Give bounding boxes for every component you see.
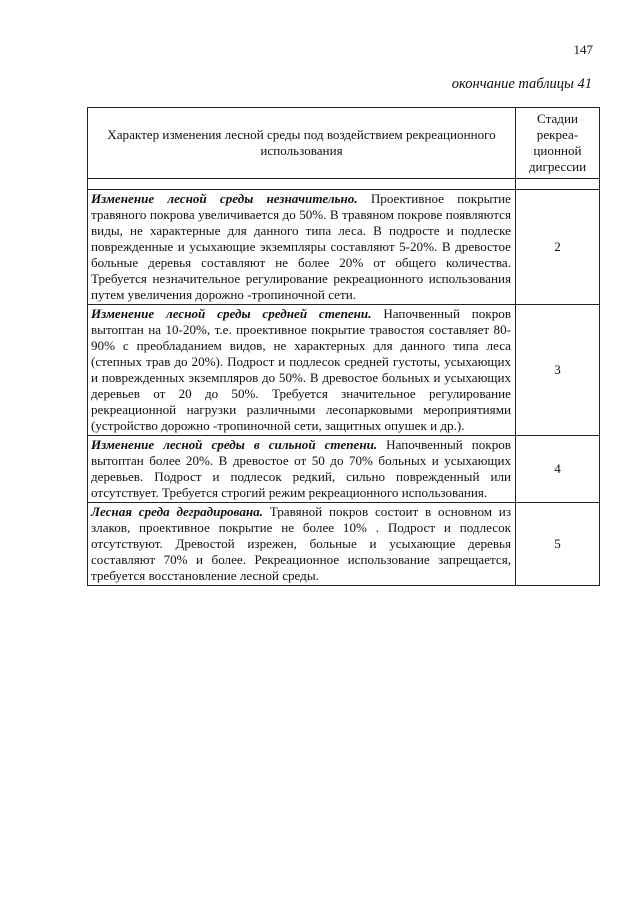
spacer-cell — [88, 179, 516, 190]
description-cell — [88, 503, 516, 586]
header-description: Характер изменения лесной среды под воздействием рекреационного использования — [88, 108, 516, 179]
description-cell — [88, 190, 516, 305]
description-cell — [88, 436, 516, 503]
row-lead: Изменение лесной среды в сильной степени. — [91, 437, 378, 452]
header-stage-line: дигрессии — [528, 159, 587, 174]
row-text: Напочвенный покров вытоптан более 20%. В древостое от 50 до 70% больных и усыхающих деревьев. Подрост и подлесок редкий, сильно поврежденный или отсутствует. Требуется строгий режим рекреационного использования. — [91, 437, 511, 500]
stage-cell: 4 — [516, 436, 600, 503]
stage-cell: 2 — [516, 190, 600, 305]
table-row — [88, 436, 600, 503]
header-stage-line: ционной — [533, 143, 582, 158]
table-row — [88, 190, 600, 305]
row-text: Проективное покрытие травяного покрова увеличивается до 50%. В травяном покрове появляются виды, не характерные для данного типа леса. В подросте и подлеске поврежденные и усыхающие экземпляры составляют 5-20%. В древостое больные деревья составляют не более 20% от общего количества. Требуется незначительное регулирование рекреационного использования путем увеличения дорожно -тропиночной сети. — [91, 191, 511, 302]
stage-cell: 5 — [516, 503, 600, 586]
row-lead: Изменение лесной среды средней степени. — [91, 306, 372, 321]
header-stage-line: Стадии — [537, 111, 578, 126]
row-text: Травяной покров состоит в основном из злаков, проективное покрытие не более 10% . Подрост и подлесок отсутствуют. Древостой изрежен, больные и усыхающие деревья составляют 70% и более. Рекреационное использование запрещается, требуется восстановление лесной среды. — [91, 504, 511, 583]
table-spacer-row — [88, 179, 600, 190]
row-lead: Лесная среда деградирована. — [91, 504, 263, 519]
table-header-row — [88, 108, 600, 179]
stage-cell: 3 — [516, 305, 600, 436]
recreation-digression-table — [87, 107, 600, 586]
table-row — [88, 305, 600, 436]
page-number: 147 — [573, 42, 593, 57]
header-stage-line: рекреа- — [536, 127, 579, 142]
table-caption: окончание таблицы 41 — [451, 76, 592, 92]
header-stage — [516, 108, 600, 179]
row-text: Напочвенный покров вытоптан на 10-20%, т.е. проективное покрытие травостоя составляет 80-90% с преобладанием видов, не характерных для данного типа леса (степных трав до 20%). Подрост и подлесок средней густоты, усыхающих и поврежденных экземпляров до 50%. В древостое больных и усыхающих деревьев от 20 до 50%. Требуется значительное регулирование рекреационной нагрузки различными лесопарковыми мероприятиями (устройство дорожно -тропиночной сети, защитных опушек и др.). — [91, 306, 511, 433]
table-row — [88, 503, 600, 586]
description-cell — [88, 305, 516, 436]
row-lead: Изменение лесной среды незначительно. — [91, 191, 358, 206]
spacer-cell — [516, 179, 600, 190]
